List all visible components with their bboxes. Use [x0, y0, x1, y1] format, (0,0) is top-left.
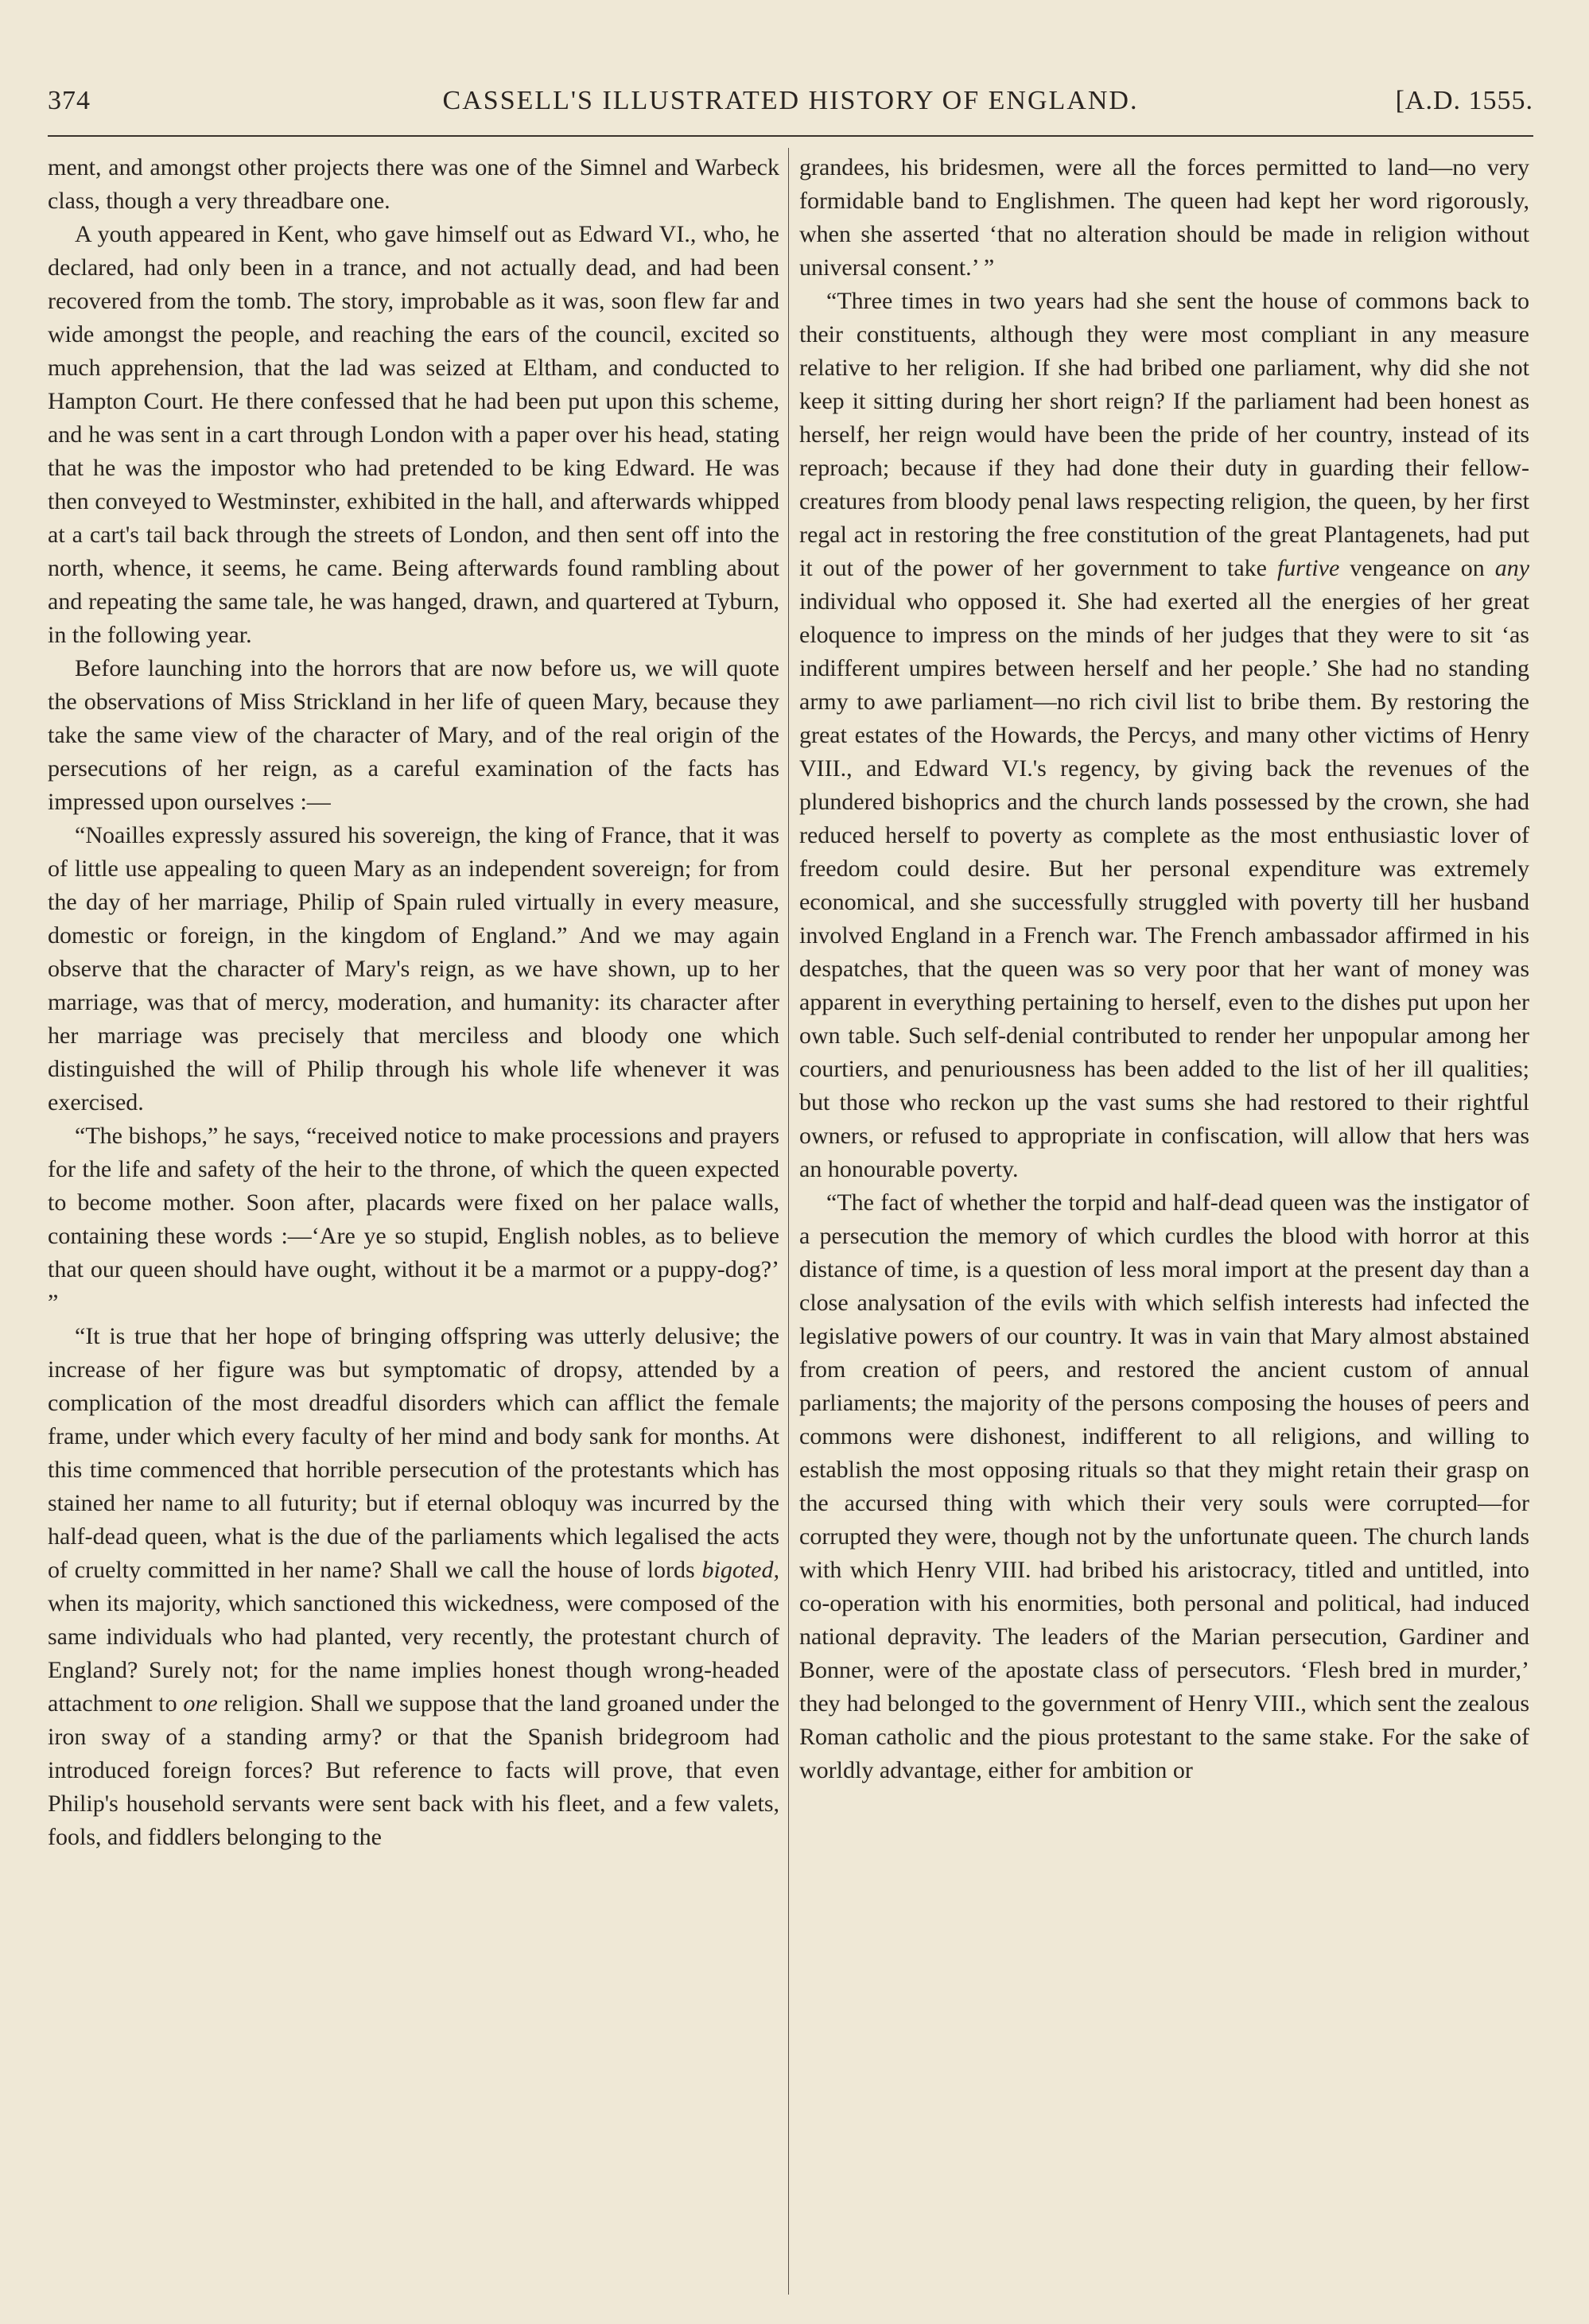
running-title: CASSELL'S ILLUSTRATED HISTORY OF ENGLAND. — [442, 86, 1139, 115]
paragraph: Before launching into the horrors that are now before us, we will quote the observations of Miss Strickland in her life of queen Mary, because they take the same view of the character of Mary, and of the real origin of the persecutions of her reign, as a careful examination of the facts has impressed upon ourselves :— — [48, 655, 779, 815]
paragraph — [48, 1320, 779, 1854]
paragraph: ment, and amongst other projects there was one of the Simnel and Warbeck class, though a very threadbare one. — [48, 154, 779, 214]
running-date: [A.D. 1555. — [1395, 86, 1533, 115]
paragraph: A youth appeared in Kent, who gave himself out as Edward VI., who, he declared, had only been in a trance, and not actually dead, and had been recovered from the tomb. The story, improbable as it was, soon flew far and wide amongst the people, and reaching the ears of the council, excited so much apprehension, that the lad was seized at Eltham, and conducted to Hampton Court. He there confessed that he had been put upon this scheme, and he was sent in a cart through London with a paper over his head, stating that he was the impostor who had pretended to be king Edward. He was then conveyed to Westminster, exhibited in the hall, and afterwards whipped at a cart's tail back through the streets of London, and then sent off into the north, whence, it seems, he came. Being afterwards found rambling about and repeating the same tale, he was hanged, drawn, and quartered at Tyburn, in the following year. — [48, 221, 779, 648]
paragraph: “The fact of whether the torpid and half-dead queen was the instigator of a persecution the memory of which curdles the blood with horror at this distance of time, is a question of less moral import at the present day than a close analysation of the evils with which selfish interests had infected the legislative powers of our country. It was in vain that Mary almost abstained from creation of peers, and restored the ancient custom of annual parliaments; the majority of the persons composing the houses of peers and commons were dishonest, indifferent to all religions, and willing to establish the most opposing rituals so that they might retain their grasp on the accursed thing with which their very souls were corrupted—for corrupted they were, though not by the unfortunate queen. The church lands with which Henry VIII. had bribed his aristocracy, titled and untitled, into co-operation with his enormities, both personal and political, had induced national depravity. The leaders of the Marian persecution, Gardiner and Bonner, were of the apostate class of persecutors. ‘Flesh bred in murder,’ they had belonged to the government of Henry VIII., which sent the zealous Roman catholic and the pious protestant to the same stake. For the sake of worldly advantage, either for ambition or — [799, 1189, 1529, 1783]
right-column — [799, 151, 1529, 2298]
italic-word: any — [1494, 555, 1529, 581]
text-run: “It is true that her hope of bringing offspring was utterly delusive; the increase of her figure was but symptomatic of dropsy, attended by a complication of the most dreadful disorders which can afflict the female frame, under which every faculty of her mind and body sank for months. At this time commenced that horrible persecution of the protestants which has stained her name to all futurity; but if eternal obloquy was incurred by the half-dead queen, what is the due of the parliaments which legalised the acts of cruelty committed in her name? Shall we call the house of lords — [48, 1323, 779, 1583]
italic-word: one — [183, 1690, 218, 1717]
page-number: 374 — [48, 86, 91, 115]
text-run: vengeance on — [1350, 555, 1485, 581]
left-column — [48, 151, 779, 2298]
paragraph — [799, 285, 1529, 1186]
column-divider — [788, 148, 789, 2295]
text-run: religion. Shall we suppose that the land groaned under the iron sway of a standing army? or that the Spanish bridegroom had introduced foreign forces? But reference to facts will prove, that even Philip's household servants were sent back with his fleet, and a few valets, fools, and fiddlers belonging to the — [48, 1690, 779, 1850]
paragraph: grandees, his bridesmen, were all the forces permitted to land—no very formidable band to Englishmen. The queen had kept her word rigorously, when she asserted ‘that no alteration should be made in religion without universal consent.’ ” — [799, 154, 1529, 281]
text-run: “Three times in two years had she sent the house of commons back to their constituents, although they were most compliant in any measure relative to her religion. If she had bribed one parliament, why did she not keep it sitting during her short reign? If the parliament had been honest as herself, her reign would have been the pride of her country, instead of its reproach; because if they had done their duty in guarding their fellow-creatures from bloody penal laws respecting religion, the queen, by her first regal act in restoring the free constitution of the great Plantagenets, had put it out of the power of her government to take — [799, 288, 1529, 581]
running-header — [48, 86, 1533, 127]
header-rule — [48, 135, 1533, 137]
italic-word: bigoted, — [701, 1557, 779, 1583]
italic-word: furtive — [1276, 555, 1340, 581]
text-run: when its majority, which sanctioned this wickedness, were composed of the same individuals who had planted, very recently, the protestant church of England? Surely not; for the name implies honest though wrong-headed attachment to — [48, 1590, 779, 1717]
paragraph: “Noailles expressly assured his sovereign, the king of France, that it was of little use appealing to queen Mary as an independent sovereign; for from the day of her marriage, Philip of Spain ruled virtually in every measure, domestic or foreign, in the kingdom of England.” And we may again observe that the character of Mary's reign, as we have shown, up to her marriage, was that of mercy, moderation, and humanity: its character after her marriage was precisely that merciless and bloody one which distinguished the will of Philip through his whole life whenever it was exercised. — [48, 822, 779, 1115]
paragraph: “The bishops,” he says, “received notice to make processions and prayers for the life and safety of the heir to the throne, of which the queen expected to become mother. Soon after, placards were fixed on her palace walls, containing these words :—‘Are ye so stupid, English nobles, as to believe that our queen should have ought, without it be a marmot or a puppy-dog?’ ” — [48, 1123, 779, 1316]
text-run: individual who opposed it. She had exerted all the energies of her great eloquence to impress on the minds of her judges that they were to sit ‘as indifferent umpires between herself and her people.’ She had no standing army to awe parliament—no rich civil list to bribe them. By restoring the great estates of the Howards, the Percys, and many other victims of Henry VIII., and Edward VI.'s regency, by giving back the revenues of the plundered bishoprics and the church lands possessed by the crown, she had reduced herself to poverty as complete as the most enthusiastic lover of freedom could desire. But her personal expenditure was extremely economical, and she successfully struggled with poverty till her husband involved England in a French war. The French ambassador affirmed in his despatches, that the queen was so very poor that her want of money was apparent in everything pertaining to herself, even to the dishes put upon her own table. Such self-denial contributed to render her unpopular among her courtiers, and penuriousness has been added to the list of her ill qualities; but those who reckon up the vast sums she had restored to their rightful owners, or refused to appropriate in confiscation, will allow that hers was an honourable poverty. — [799, 588, 1529, 1182]
